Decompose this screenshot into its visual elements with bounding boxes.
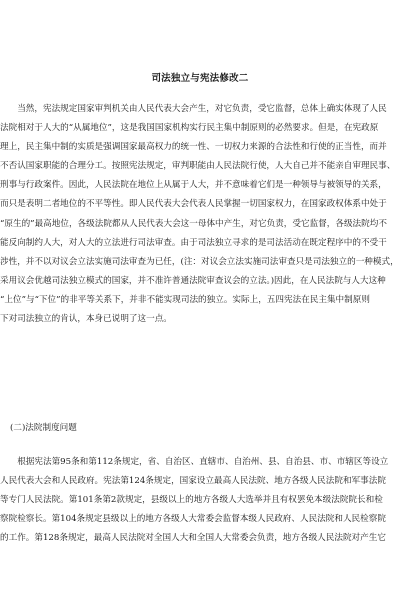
paragraph-line: 而只是表明二者地位的不平等性。即人民代表大会代表人民掌握一切国家权力，在国家政权体系中处于	[0, 199, 387, 210]
paragraph-line: 刑事与行政案件。因此，人民法院在地位上从属于人大，并不意味着它们是一种领导与被领导的关系，	[0, 180, 387, 191]
paragraph-line: 人民代表大会和人民政府。宪法第124条规定，国家设立最高人民法院、地方各级人民法院和军事法院	[0, 476, 386, 487]
paragraph-line: 能反向制约人大，对人大的立法进行司法审查。由于司法独立寻求的是司法活动在既定程序中的不受干	[0, 237, 387, 248]
paragraph-line: 根据宪法第95条和第112条规定，省、自治区、直辖市、自治州、县、自治县、市、市辖区等设立	[0, 457, 389, 467]
paragraph-line: 法院相对于人大的“从属地位”，这是我国国家机构实行民主集中制原则的必然要求。但是，在宪政原	[0, 123, 379, 134]
paragraph-line: 下对司法独立的肯认，本身已说明了这一点。	[0, 314, 172, 325]
paragraph-2	[0, 453, 400, 548]
paragraph-line: 当然，宪法规定国家审判机关由人民代表大会产生，对它负责，受它监督，总体上确实体现了人民	[0, 104, 387, 114]
paragraph-line: 理上，民主集中制的实质是强调国家最高权力的统一性、一切权力来源的合法性和行使的正当性，而并	[0, 142, 387, 153]
paragraph-line: 涉性，并不以对议会立法实施司法审查为已任，(注：对议会立法实施司法审查只是司法独立的一种模式，	[0, 256, 399, 267]
paragraph-line: 采用议会优越司法独立模式的国家，并不准许普通法院审查议会的立法。)因此，在人民法院与人大这种	[0, 275, 386, 286]
document-title: 司法独立与宪法修改二	[151, 73, 249, 84]
paragraph-1	[0, 100, 400, 329]
paragraph-line: 察院检察长。第104条规定县级以上的地方各级人大常委会监督本级人民政府、人民法院和人民检察院	[0, 514, 386, 525]
section-heading: (二)法院制度问题	[10, 423, 77, 433]
paragraph-line: “原生的”最高地位，各级法院都从人民代表大会这一母体中产生，对它负责，受它监督，各级法院均不	[0, 218, 387, 229]
paragraph-line: 不否认国家职能的合理分工。按照宪法规定，审判职能由人民法院行使，人大自己并不能亲自审理民事、	[0, 161, 396, 172]
paragraph-line: 等专门人民法院。第101条第2款规定，县级以上的地方各级人大选举并且有权罢免本级法院院长和检	[0, 495, 383, 506]
paragraph-line: “上位”与“下位”的非平等关系下，并非不能实现司法的独立。实际上，五四宪法在民主集中制原则	[0, 294, 370, 305]
paragraph-line: 的工作。第128条规定，最高人民法院对全国人大和全国人大常委会负责，地方各级人民法院对产生它	[0, 533, 386, 544]
